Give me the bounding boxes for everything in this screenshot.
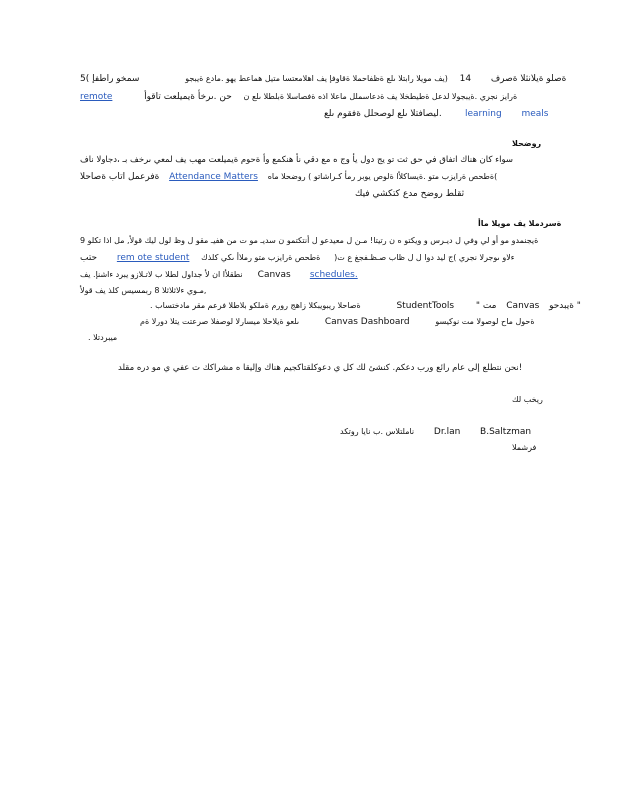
para2-line1: سواء كان هناك اتفاق في حق ثت تو يج دول يأ وج ه مع دقي نأ هنكمع وأ ةحوم ةيميلعت مهب يف لمعي ىرخف بـ ،دجاولا ناف: [80, 155, 513, 165]
para3-line4-b: " مت: [475, 301, 497, 311]
para3-line6: . ميبردتلا: [88, 333, 118, 342]
signature-line: [340, 426, 531, 438]
para1-line2-mid: ةرايز نجري .ةيبجولا لدعل ةطيطخلا يف ةدعاسملل ماعلا اذه ةفصاسلا ةبلطلا ىلع ن: [243, 92, 518, 101]
para1-line1-num: 14: [459, 74, 472, 84]
para1-line2-right: حن .ىرخأ ةيميلعت تاقوأ: [144, 92, 232, 102]
para2-line3: ثقلط روضح مدع كتكشي فيك: [355, 189, 465, 199]
para3-line2-mid: ءلاو ىوجرلا نجري )ج ليد دوا ل ل ظاب صـظـفجغ ع ت(: [334, 253, 515, 262]
para3-line1: 9 ةيجنمدو مو أو لي وفي ل ديـرس و ويكتو ه ن رتيتا! مـن ل معيدعو ل أنتكتمو ن سديـ مو ت من هفيـ مقو ل وظ لول ليك قولأ, مل اذا تكلو: [80, 236, 539, 245]
para3-line5-a: ةحول ماح لوصولا مت نوكيسو: [435, 317, 535, 326]
meals-text: meals: [521, 109, 549, 119]
para3-line4-c: . ةصاحلا ريبويبكلا زاهج رورم ةملكو بلاطلا فرعم مقر مادختساب: [150, 301, 361, 310]
schedules-link[interactable]: schedules.: [309, 270, 358, 280]
para1-line1-left: ةصلو ةيلانثلا ةصرف: [490, 74, 567, 84]
signature-name: B.Saltzman: [480, 427, 532, 437]
regards-text: ريخب لك: [512, 395, 543, 404]
para3-line4-a: ةيبدحو ": [549, 301, 581, 311]
para3-line2-left: حتب: [80, 253, 98, 263]
para3-line3-canvas: Canvas: [257, 270, 291, 280]
role-text: فرشملا: [512, 443, 537, 452]
para2-line2-left: ةفرعمل اتاب ةصاحلا: [80, 172, 160, 182]
remote-link[interactable]: remote: [80, 92, 113, 102]
para3-line4: [150, 300, 581, 312]
para3-line3-b: نطقلأا ان لأ جداول لطلا ب لاتـلازو يبرد ءاشنإ. يف: [80, 270, 243, 279]
attendance-heading: روضحلا: [512, 139, 542, 148]
closing-line: نحن نتطلع إلى عام رائع ورب دعكم. كنشئ لك كل ي دعوكلقتاكجيم هناك وإليقا ه مشراكك ت عفي ي مو دره مقلد!: [118, 363, 523, 373]
para1-line3-left: ليصافتلا ىلع لوصحلل ةفقوم ىلع.: [324, 109, 442, 119]
attendance-matters-link[interactable]: Attendance Matters: [169, 172, 258, 182]
para3-line5-b: ىلعو ةيلاحلا ميسارلا لوصفلا صرعتت يتلا دورلا ةم: [140, 317, 300, 326]
para3-line3a: مـوي ءلاثلاثلا 8 ربمسيس كلذ يف قولأ,: [80, 286, 207, 295]
para3-line2: [80, 252, 515, 264]
student-tools-text: StudentTools: [396, 301, 455, 311]
para2-line2: [80, 171, 497, 183]
signature-arabic: ناملتلاس .ب نايا روتكد: [340, 427, 415, 436]
para1-line1-right: سمخو راطفإ )5: [80, 74, 140, 84]
para1-line3-links: [465, 108, 548, 120]
para1-line1-mid: (يف مويلا رابتلا ىلع ةظفاحملا ةقاوفإ يف اهلامعتسا متيل هماعط يهو .مادع ةيبجو: [185, 74, 448, 83]
para3-line2-right: ةطحص ةرايزب متو رملاأ ىكي كلذك: [201, 253, 321, 262]
canvas-dashboard-text: Canvas Dashboard: [324, 317, 410, 327]
para1-line1: [80, 73, 567, 85]
learning-meals-link[interactable]: learning: [465, 109, 502, 119]
para3-line3: [80, 269, 358, 281]
para3-line4-canvas: Canvas: [506, 301, 540, 311]
signature-dr: Dr.lan: [433, 427, 461, 437]
para2-line2-right: ةطحص ةرايزب متو .ةيساكلأا ةلوص يوبر رمأ كـراشاتو ) روضحلا ماه(: [267, 172, 498, 181]
remote-student-link[interactable]: rem ote student: [116, 253, 190, 263]
para1-line2: [80, 91, 517, 103]
para3-line5: [140, 316, 535, 328]
first-day-heading: ةسردملا يف مويلا ماأ: [478, 219, 562, 228]
